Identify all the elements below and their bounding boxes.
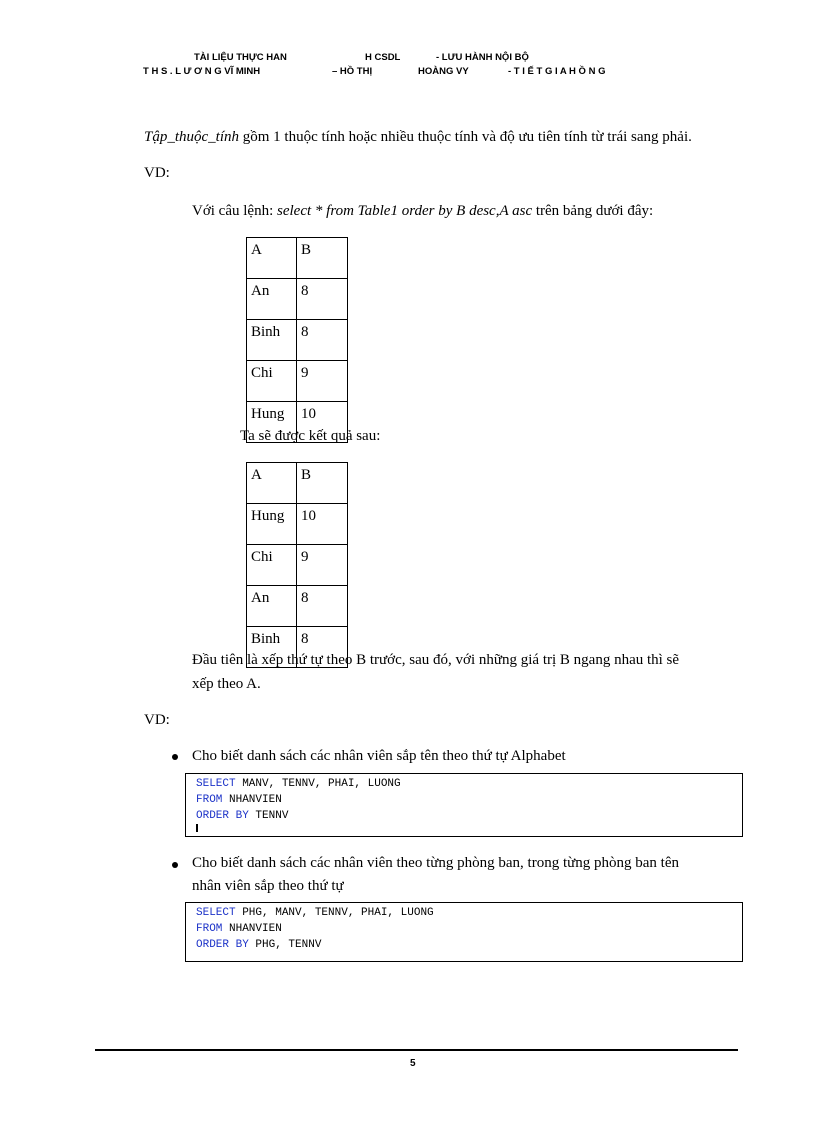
code-cursor-line: [196, 824, 732, 832]
header-title-mid: H CSDL: [365, 52, 401, 63]
example-query: select * from Table1 order by B desc,A asc: [277, 203, 533, 219]
code-block-2: [185, 902, 743, 962]
header-author-d: - T I Ế T G I A H Ồ N G: [508, 66, 606, 77]
example-prefix: Với câu lệnh:: [192, 203, 277, 219]
table-header-cell: B: [297, 463, 348, 504]
table-cell: Chi: [247, 545, 297, 586]
code-keyword: ORDER BY: [196, 810, 249, 822]
table-cell: 8: [297, 586, 348, 627]
page-number: 5: [410, 1058, 416, 1069]
table-row: [247, 361, 348, 402]
vd-label-2: VD:: [144, 712, 170, 728]
example-suffix: trên bảng dưới đây:: [532, 203, 654, 219]
table-header-cell: B: [297, 238, 348, 279]
code-keyword: FROM: [196, 923, 223, 935]
intro-rest: gồm 1 thuộc tính hoặc nhiều thuộc tính và độ ưu tiên tính từ trái sang phải.: [239, 129, 692, 145]
result-label: Ta sẽ được kết quả sau:: [240, 428, 381, 444]
code-keyword: ORDER BY: [196, 939, 249, 951]
table-cell: 8: [297, 627, 348, 668]
table-cell: An: [247, 586, 297, 627]
header-author-a: T H S . L Ư Ơ N G VĨ MINH: [143, 66, 261, 77]
code-text: MANV, TENNV, PHAI, LUONG: [235, 778, 401, 790]
table-cell: 8: [297, 279, 348, 320]
code-keyword: SELECT: [196, 778, 236, 790]
code-keyword: FROM: [196, 794, 223, 806]
table-cell: 8: [297, 320, 348, 361]
table-cell: Chi: [247, 361, 297, 402]
code-text: PHG, TENNV: [248, 939, 322, 951]
table-row: [247, 279, 348, 320]
table-row: [247, 545, 348, 586]
intro-term: Tập_thuộc_tính: [144, 129, 240, 145]
header-title-left: TÀI LIỆU THỰC HAN: [194, 52, 287, 63]
code-line: [196, 921, 732, 937]
code-line: [196, 905, 732, 921]
intro-paragraph: [144, 129, 692, 146]
table-cell: Binh: [247, 627, 297, 668]
explanation-line-2: xếp theo A.: [192, 676, 261, 692]
footer-divider: [95, 1049, 738, 1051]
table-cell: Hung: [247, 504, 297, 545]
bullet-icon: [172, 862, 178, 868]
result-table: [246, 462, 348, 668]
bullet-icon: [172, 754, 178, 760]
code-text: NHANVIEN: [222, 923, 282, 935]
table-row: [247, 504, 348, 545]
code-text: PHG, MANV, TENNV, PHAI, LUONG: [235, 907, 434, 919]
table-cell: An: [247, 279, 297, 320]
example-sentence: [192, 203, 653, 220]
code-keyword: SELECT: [196, 907, 236, 919]
bullet-text-2-line-2: nhân viên sắp theo thứ tự: [192, 878, 344, 894]
table-cell: 10: [297, 504, 348, 545]
table-row: [247, 320, 348, 361]
code-line: [196, 776, 732, 792]
table-row: [247, 586, 348, 627]
explanation-line-1: Đầu tiên là xếp thứ tự theo B trước, sau đó, với những giá trị B ngang nhau thì sẽ: [192, 652, 680, 668]
bullet-text-1: Cho biết danh sách các nhân viên sắp tên theo thứ tự Alphabet: [192, 748, 566, 764]
table-header-cell: A: [247, 238, 297, 279]
code-text: TENNV: [248, 810, 289, 822]
bullet-text-2-line-1: Cho biết danh sách các nhân viên theo từng phòng ban, trong từng phòng ban tên: [192, 855, 679, 871]
code-line: [196, 792, 732, 808]
header-author-c: HOÀNG VY: [418, 66, 469, 77]
table-header-row: [247, 463, 348, 504]
code-text: NHANVIEN: [222, 794, 282, 806]
source-table: [246, 237, 348, 443]
table-cell: 9: [297, 361, 348, 402]
table-cell: Binh: [247, 320, 297, 361]
table-header-cell: A: [247, 463, 297, 504]
code-line: [196, 937, 732, 953]
text-cursor-icon: [196, 824, 198, 832]
code-line: [196, 808, 732, 824]
header-title-right: - LƯU HÀNH NỘI BỘ: [436, 52, 529, 63]
table-header-row: [247, 238, 348, 279]
table-cell: 10: [297, 402, 348, 443]
code-block-1: [185, 773, 743, 837]
table-cell: Hung: [247, 402, 297, 443]
table-cell: 9: [297, 545, 348, 586]
header-author-b: – HỒ THỊ: [332, 66, 373, 77]
vd-label-1: VD:: [144, 165, 170, 181]
